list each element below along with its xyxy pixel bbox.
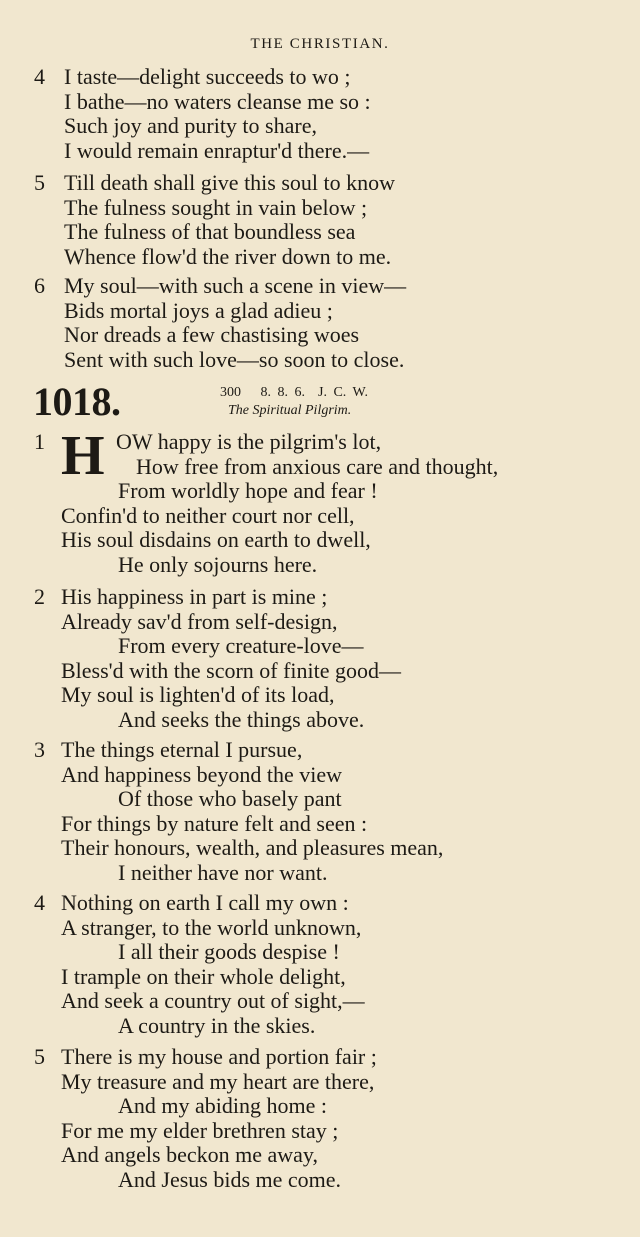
verse-line: Bids mortal joys a glad adieu ; xyxy=(64,297,333,323)
verse-line: I trample on their whole delight, xyxy=(61,963,346,989)
verse-line: Sent with such love—so soon to close. xyxy=(64,346,405,372)
verse-line: Such joy and purity to share, xyxy=(64,113,317,139)
verse-line: My soul is lighten'd of its load, xyxy=(61,682,335,708)
hymn-meta xyxy=(220,385,368,401)
verse-line: And seeks the things above. xyxy=(118,707,365,732)
verse-line: OW happy is the pilgrim's lot, xyxy=(116,429,382,454)
running-head: THE CHRISTIAN. xyxy=(250,36,390,52)
verse-line: And angels beckon me away, xyxy=(61,1142,318,1168)
verse-line: A country in the skies. xyxy=(118,1013,316,1038)
verse-line: Confin'd to neither court nor cell, xyxy=(61,502,355,528)
verse-line: And my abiding home : xyxy=(118,1093,327,1119)
verse-line: His happiness in part is mine ; xyxy=(61,584,328,609)
verse-line: And seek a country out of sight,— xyxy=(61,988,365,1014)
verse-line: There is my house and portion fair ; xyxy=(61,1044,377,1069)
verse-line: From every creature-love— xyxy=(118,633,364,659)
hymn-header xyxy=(0,379,640,426)
stanza-number: 2 xyxy=(34,584,45,609)
verse-line: Nothing on earth I call my own : xyxy=(61,890,349,915)
verse-line: From worldly hope and fear ! xyxy=(118,478,378,504)
tune-ref: 300 xyxy=(220,385,241,400)
verse-line: For me my elder brethren stay ; xyxy=(61,1117,339,1143)
stanza-number: 5 xyxy=(34,1044,45,1069)
verse-line: The fulness of that boundless sea xyxy=(64,219,356,245)
stanza-number: 5 xyxy=(34,170,45,195)
verse-line: A stranger, to the world unknown, xyxy=(61,914,362,940)
verse-line: His soul disdains on earth to dwell, xyxy=(61,527,371,553)
verse-line: Till death shall give this soul to know xyxy=(64,170,396,195)
stanza-number: 6 xyxy=(34,273,45,298)
verse-line: I would remain enraptur'd there.— xyxy=(64,137,370,163)
meter: 8. 8. 6. xyxy=(260,385,305,400)
stanza-number: 4 xyxy=(34,890,45,915)
verse-line: Whence flow'd the river down to me. xyxy=(64,243,392,269)
stanza-number: 4 xyxy=(34,64,45,89)
verse-line: I bathe—no waters cleanse me so : xyxy=(64,88,371,114)
hymn-subtitle: The Spiritual Pilgrim. xyxy=(228,403,352,418)
verse-line: How free from anxious care and thought, xyxy=(136,453,499,479)
stanza-number: 3 xyxy=(34,737,45,762)
verse-line: Nor dreads a few chastising woes xyxy=(64,322,360,348)
verse-line: Their honours, wealth, and pleasures mean, xyxy=(61,835,444,861)
verse-line: The fulness sought in vain below ; xyxy=(64,194,368,220)
drop-cap: H xyxy=(61,425,105,487)
stanza-number: 1 xyxy=(34,429,45,454)
verse-line: I taste—delight succeeds to wo ; xyxy=(64,64,351,89)
verse-line: Bless'd with the scorn of finite good— xyxy=(61,657,402,683)
hymn-number: 1018. xyxy=(33,379,121,424)
verse-line: He only sojourns here. xyxy=(118,552,318,577)
author-initials: J. C. W. xyxy=(318,385,368,400)
verse-line: I all their goods despise ! xyxy=(118,939,340,965)
verse-line: And Jesus bids me come. xyxy=(118,1167,342,1192)
verse-line: My soul—with such a scene in view— xyxy=(64,273,407,298)
verse-line: My treasure and my heart are there, xyxy=(61,1068,375,1094)
verse-line: The things eternal I pursue, xyxy=(61,737,303,762)
verse-line: Already sav'd from self-design, xyxy=(61,608,338,634)
verse-line: Of those who basely pant xyxy=(118,786,342,812)
verse-line: I neither have nor want. xyxy=(118,860,328,885)
verse-line: For things by nature felt and seen : xyxy=(61,810,368,836)
verse-line: And happiness beyond the view xyxy=(61,761,343,787)
